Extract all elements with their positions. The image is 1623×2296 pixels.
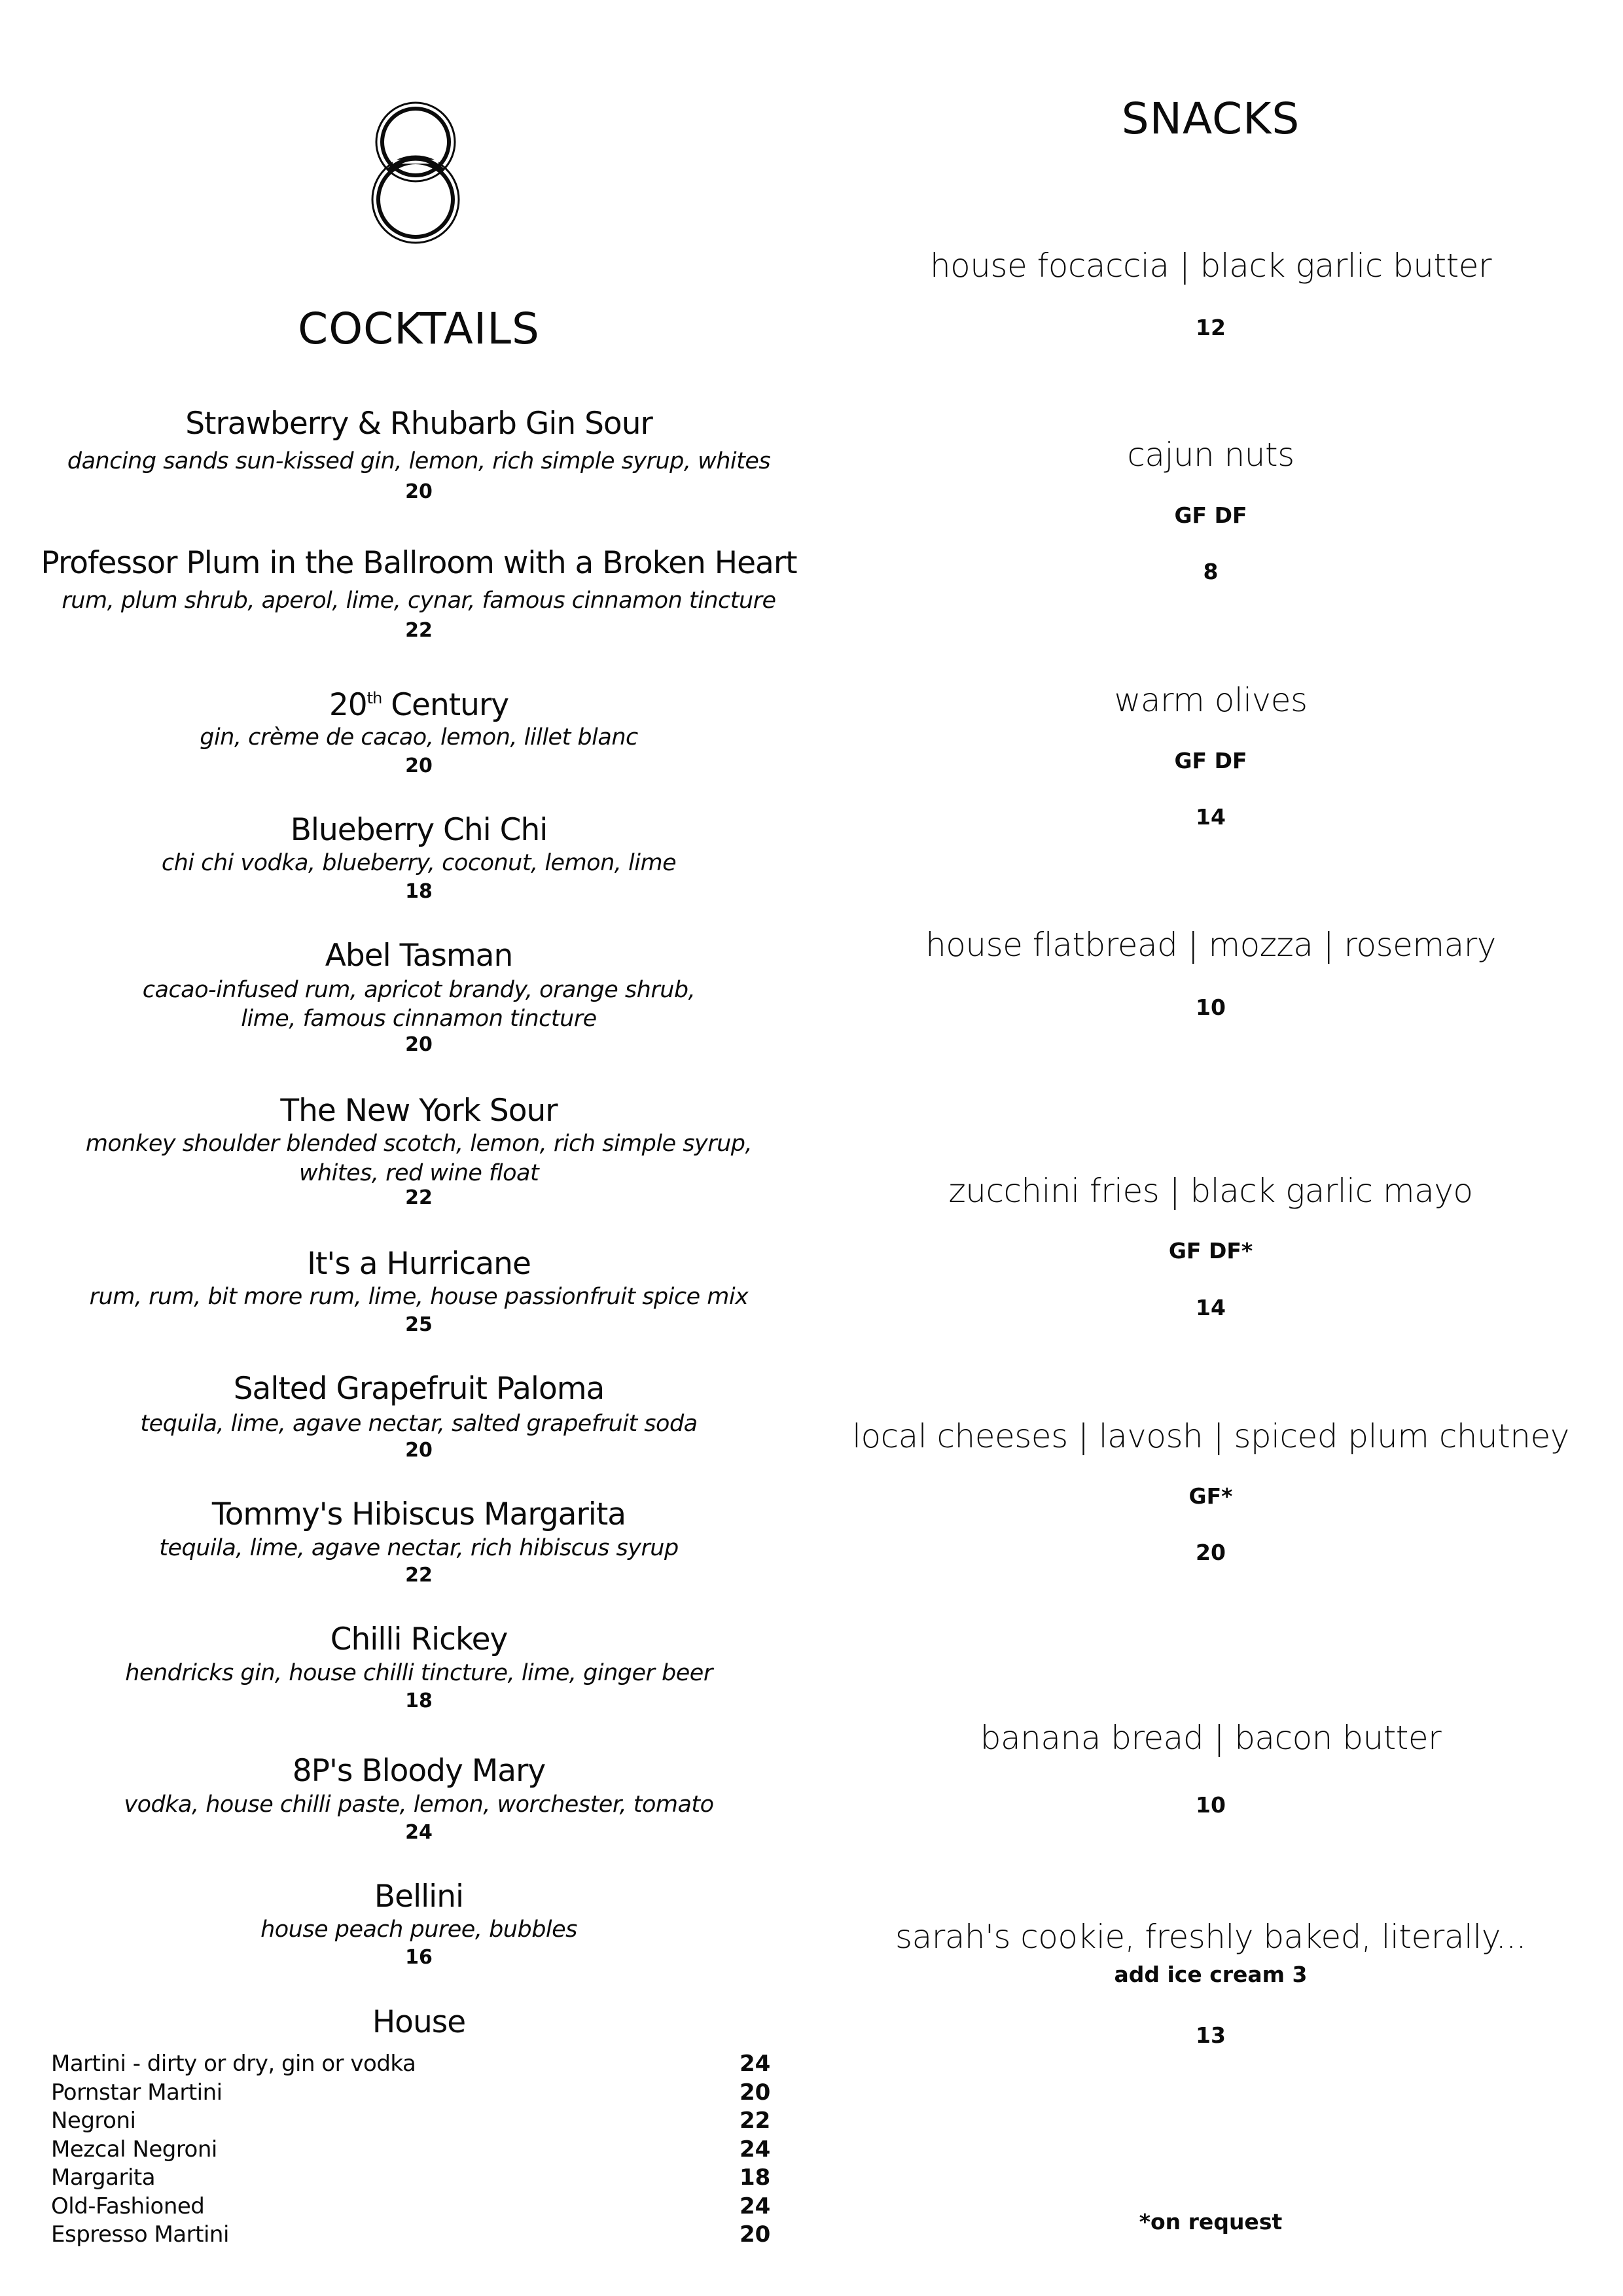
cocktail-name: Chilli Rickey <box>330 1621 508 1657</box>
cocktail-name: It's a Hurricane <box>307 1246 531 1282</box>
footnote: *on request <box>1139 2209 1283 2234</box>
cocktail-name: Abel Tasman <box>325 938 513 974</box>
snack-price: 10 <box>1196 1792 1226 1818</box>
cocktail-description: vodka, house chilli paste, lemon, worchester, tomato <box>124 1792 714 1818</box>
cocktail-description: rum, plum shrub, aperol, lime, cynar, famous cinnamon tincture <box>62 588 776 614</box>
house-item-price: 24 <box>740 2193 771 2219</box>
snack-name: warm olives <box>1114 681 1308 719</box>
cocktail-name: Professor Plum in the Ballroom with a Broken Heart <box>41 545 797 581</box>
cocktail-name <box>26 687 812 724</box>
house-row <box>51 2049 771 2078</box>
cocktail-description: hendricks gin, house chilli tincture, lime, ginger beer <box>125 1660 713 1686</box>
snack-price: 13 <box>1196 2022 1226 2048</box>
cocktail-price: 16 <box>405 1946 433 1969</box>
house-item-price: 22 <box>740 2108 771 2134</box>
house-item-name: Old-Fashioned <box>51 2193 205 2219</box>
cocktail-name-superscript: th <box>366 689 382 707</box>
house-row <box>51 2163 771 2192</box>
cocktail-description: monkey shoulder blended scotch, lemon, rich simple syrup, <box>85 1131 753 1157</box>
snack-addon: add ice cream 3 <box>1114 1962 1308 1987</box>
house-item-price: 24 <box>740 2051 771 2077</box>
logo-eight-icon <box>366 98 465 249</box>
snack-dietary-tags: GF DF* <box>1168 1238 1253 1263</box>
cocktail-name: The New York Sour <box>280 1093 558 1129</box>
cocktail-name: Strawberry & Rhubarb Gin Sour <box>185 406 652 442</box>
cocktail-description: house peach puree, bubbles <box>260 1916 577 1943</box>
cocktail-name-number: 20 <box>329 687 367 723</box>
cocktails-heading: COCKTAILS <box>298 304 540 354</box>
snack-name: house focaccia | black garlic butter <box>929 247 1492 285</box>
house-item-name: Pornstar Martini <box>51 2079 223 2106</box>
house-item-name: Martini - dirty or dry, gin or vodka <box>51 2051 416 2077</box>
cocktail-name: 8P's Bloody Mary <box>292 1753 546 1789</box>
house-row <box>51 2135 771 2164</box>
house-item-price: 20 <box>740 2221 771 2248</box>
cocktail-name-rest: Century <box>382 687 509 723</box>
cocktail-price: 22 <box>405 1186 433 1209</box>
snack-name: zucchini fries | black garlic mayo <box>948 1172 1473 1210</box>
cocktail-description: lime, famous cinnamon tincture <box>241 1006 597 1032</box>
house-row <box>51 2106 771 2135</box>
cocktail-name: Bellini <box>374 1879 464 1915</box>
cocktail-description: rum, rum, bit more rum, lime, house passionfruit spice mix <box>89 1284 749 1310</box>
snack-dietary-tags: GF DF <box>1174 748 1247 773</box>
snack-dietary-tags: GF DF <box>1174 503 1247 528</box>
cocktail-price: 18 <box>405 880 433 903</box>
house-row <box>51 2220 771 2249</box>
cocktail-name: Tommy's Hibiscus Margarita <box>211 1496 626 1532</box>
cocktail-price: 18 <box>405 1689 433 1712</box>
cocktail-price: 20 <box>405 754 433 777</box>
house-item-name: Espresso Martini <box>51 2221 229 2248</box>
house-heading: House <box>372 2004 466 2040</box>
snack-dietary-tags: GF* <box>1188 1483 1233 1509</box>
snack-price: 12 <box>1196 315 1226 340</box>
house-item-name: Mezcal Negroni <box>51 2136 217 2163</box>
cocktail-price: 22 <box>405 1564 433 1587</box>
house-item-name: Negroni <box>51 2108 136 2134</box>
cocktail-description: gin, crème de cacao, lemon, lillet blanc <box>200 724 638 751</box>
snack-name: cajun nuts <box>1127 436 1294 474</box>
house-item-price: 24 <box>740 2136 771 2163</box>
cocktail-name: Blueberry Chi Chi <box>290 812 548 848</box>
cocktail-description: chi chi vodka, blueberry, coconut, lemon, lime <box>161 850 677 876</box>
cocktail-price: 20 <box>405 480 433 503</box>
cocktail-price: 22 <box>405 619 433 642</box>
snack-price: 8 <box>1203 559 1219 584</box>
snack-price: 14 <box>1196 1295 1226 1320</box>
snack-name: local cheeses | lavosh | spiced plum chutney <box>852 1417 1569 1455</box>
snack-name: sarah's cookie, freshly baked, literally... <box>895 1918 1526 1956</box>
cocktail-description: tequila, lime, agave nectar, rich hibiscus syrup <box>159 1535 679 1561</box>
cocktail-description: whites, red wine float <box>298 1160 539 1186</box>
snack-price: 14 <box>1196 804 1226 830</box>
snack-name: house flatbread | mozza | rosemary <box>925 926 1496 964</box>
house-item-price: 20 <box>740 2079 771 2106</box>
cocktail-description: dancing sands sun-kissed gin, lemon, rich simple syrup, whites <box>67 448 771 474</box>
snack-name: banana bread | bacon butter <box>980 1719 1442 1757</box>
snacks-heading: SNACKS <box>1121 94 1300 144</box>
house-row <box>51 2078 771 2107</box>
house-row <box>51 2192 771 2221</box>
cocktail-description: cacao-infused rum, apricot brandy, orange shrub, <box>142 977 696 1003</box>
cocktail-price: 20 <box>405 1033 433 1056</box>
snack-price: 20 <box>1196 1540 1226 1565</box>
cocktail-description: tequila, lime, agave nectar, salted grapefruit soda <box>140 1411 698 1437</box>
house-item-price: 18 <box>740 2164 771 2191</box>
cocktail-name: Salted Grapefruit Paloma <box>233 1371 605 1407</box>
cocktail-price: 20 <box>405 1439 433 1462</box>
house-item-name: Margarita <box>51 2164 156 2191</box>
cocktail-price: 25 <box>405 1313 433 1336</box>
snack-price: 10 <box>1196 995 1226 1020</box>
cocktail-price: 24 <box>405 1821 433 1844</box>
